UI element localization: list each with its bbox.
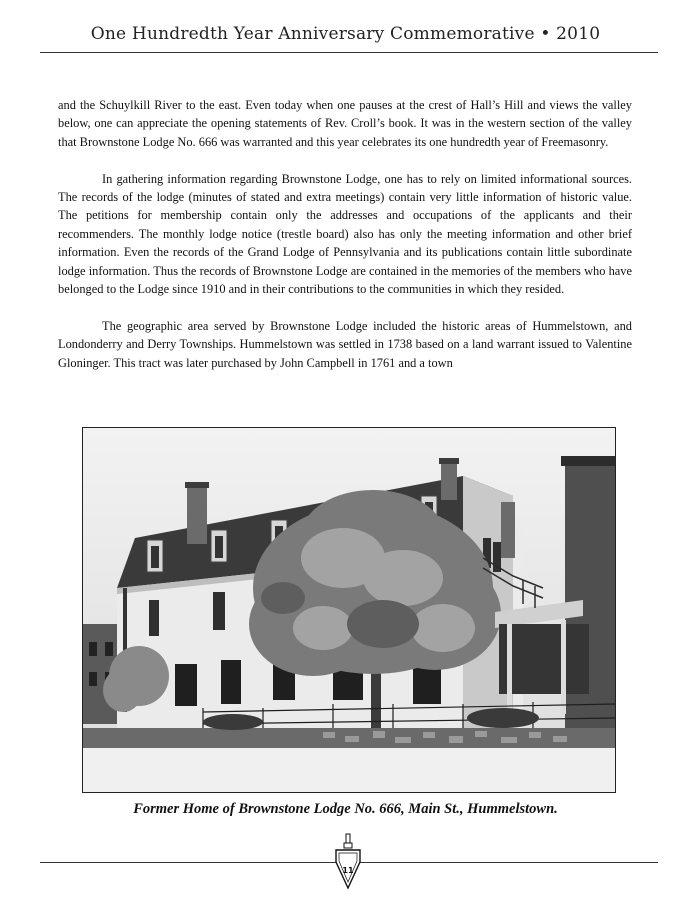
paragraph: In gathering information regarding Brownstone Lodge, one has to rely on limited informational sources. The records of the lodge (minutes of stated and extra meetings) contain very little information of historic value. The petitions for membership contain only the addresses and occupations of the applicants and their recommenders. The monthly lodge notice (trestle board) also has only the meeting information and other brief information. Even the records of the Grand Lodge of Pennsylvania and its publications contain little subordinate lodge information. Thus the records of Brownstone Lodge are contained in the memories of the members who have belonged to the Lodge since 1910 and in their contributions to the communities in which they resided. xyxy=(58,171,632,297)
page-number: 11 xyxy=(342,866,354,875)
running-header: One Hundredth Year Anniversary Commemorative • 2010 xyxy=(90,24,601,44)
body-text xyxy=(58,96,632,390)
paragraph: The geographic area served by Brownstone Lodge included the historic areas of Hummelstown, and Londonderry and Derry Townships. Hummelstown was settled in 1738 based on a land warrant issued to Valentine Gloninger. This tract was later purchased by John Campbell in 1761 and a town xyxy=(58,318,632,370)
trowel-icon xyxy=(334,832,362,890)
paragraph: and the Schuylkill River to the east. Even today when one pauses at the crest of Hall’s Hill and views the valley below, one can appreciate the opening statements of Rev. Croll’s book. It was in the western section of the valley that Brownstone Lodge No. 666 was warranted and this year celebrates its one hundredth year of Freemasonry. xyxy=(58,98,632,149)
lodge-building-photo xyxy=(82,427,616,793)
figure-caption: Former Home of Brownstone Lodge No. 666, Main St., Hummelstown. xyxy=(133,801,558,817)
header-rule xyxy=(40,52,658,53)
